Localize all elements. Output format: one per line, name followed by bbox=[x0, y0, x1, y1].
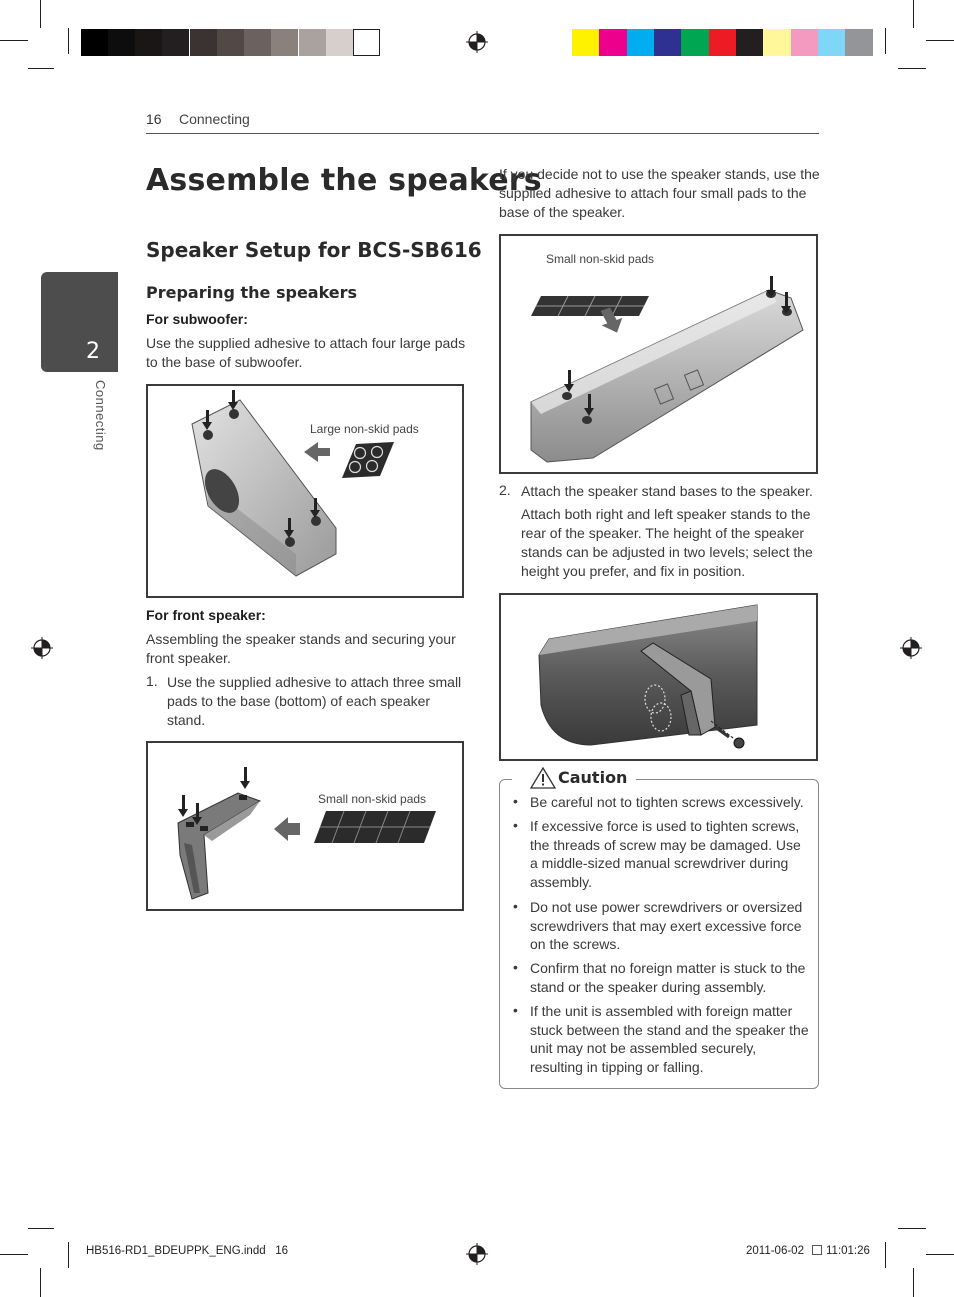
footer-time: 11:01:26 bbox=[826, 1245, 870, 1257]
bullet-icon: • bbox=[513, 817, 518, 833]
process-swatch bbox=[845, 29, 873, 56]
process-swatch bbox=[681, 29, 709, 56]
page-title: Assemble the speakers bbox=[146, 163, 542, 198]
chapter-tab-label-wrap bbox=[90, 380, 110, 470]
gray-swatch bbox=[353, 29, 380, 56]
caution-item: If excessive force is used to tighten screws, the threads of screw may be damaged. Use a middle-sized manual screwdriver during assembly. bbox=[530, 818, 801, 890]
process-swatch bbox=[709, 29, 737, 56]
footer-file: HB516-RD1_BDEUPPK_ENG.indd 16 bbox=[86, 1245, 288, 1257]
warning-icon bbox=[530, 767, 556, 789]
speaker-bottom-illustration bbox=[501, 236, 816, 472]
page-number: 16 bbox=[146, 111, 162, 127]
speaker-pads-figure bbox=[499, 234, 818, 474]
subwoofer-text: Use the supplied adhesive to attach four large pads to the base of subwoofer. bbox=[146, 335, 466, 370]
step-title: Attach the speaker stand bases to the speaker. bbox=[521, 483, 813, 499]
caution-title: Caution bbox=[558, 768, 628, 787]
gray-swatch bbox=[244, 29, 271, 56]
process-swatch bbox=[791, 29, 819, 56]
caution-item: Be careful not to tighten screws excessively. bbox=[530, 794, 804, 810]
bullet-icon: • bbox=[513, 959, 518, 975]
step-text: Attach both right and left speaker stands to the rear of the speaker. The height of the speaker stands can be adjusted in two levels; select the height you prefer, and fix in position. bbox=[521, 506, 813, 579]
bullet-icon: • bbox=[513, 793, 518, 809]
gray-swatch bbox=[190, 29, 217, 56]
caution-item: If the unit is assembled with foreign matter stuck between the stand and the speaker the unit may not be assembled securely, resulting in tipping or falling. bbox=[530, 1003, 809, 1075]
front-speaker-text: Assembling the speaker stands and securing your front speaker. bbox=[146, 631, 456, 666]
gray-swatch bbox=[108, 29, 135, 56]
gray-swatch bbox=[81, 29, 108, 56]
footer-date: 2011-06-02 bbox=[746, 1245, 804, 1257]
stand-attach-figure bbox=[499, 593, 818, 761]
subwoofer-illustration bbox=[148, 386, 462, 596]
bullet-icon: • bbox=[513, 898, 518, 914]
speaker-figure-label: Small non-skid pads bbox=[546, 252, 655, 266]
subwoofer-figure-label: Large non-skid pads bbox=[310, 422, 419, 436]
process-swatch bbox=[818, 29, 846, 56]
caution-item: Confirm that no foreign matter is stuck to the stand or the speaker during assembly. bbox=[530, 960, 806, 995]
running-header-section: Connecting bbox=[179, 111, 250, 127]
step-text: Use the supplied adhesive to attach three small pads to the base (bottom) of each speaker stand. bbox=[167, 674, 462, 728]
gray-swatch bbox=[326, 29, 353, 56]
stand-attach-illustration bbox=[501, 595, 816, 759]
registration-mark-icon bbox=[900, 637, 922, 659]
subsection-heading: Preparing the speakers bbox=[146, 283, 358, 302]
subwoofer-pads-figure bbox=[146, 384, 464, 598]
registration-mark-icon bbox=[466, 1243, 488, 1265]
gray-swatch bbox=[217, 29, 244, 56]
gray-swatch bbox=[271, 29, 298, 56]
gray-swatch bbox=[162, 29, 189, 56]
header-rule bbox=[146, 133, 819, 134]
process-swatch bbox=[627, 29, 655, 56]
chapter-tab-number: 2 bbox=[86, 339, 100, 364]
process-swatch bbox=[763, 29, 791, 56]
stand-figure-label: Small non-skid pads bbox=[318, 792, 427, 806]
process-swatch bbox=[599, 29, 627, 56]
registration-mark-icon bbox=[466, 31, 488, 53]
footer-glyph bbox=[812, 1245, 822, 1255]
chapter-tab bbox=[41, 272, 118, 372]
section-subtitle: Speaker Setup for BCS-SB616 bbox=[146, 238, 482, 262]
caution-item: Do not use power screwdrivers or oversized screwdrivers that may exert excessive force on the screws. bbox=[530, 899, 803, 952]
bullet-icon: • bbox=[513, 1002, 518, 1018]
process-swatch bbox=[654, 29, 682, 56]
stand-illustration bbox=[148, 743, 462, 909]
caution-header bbox=[512, 764, 636, 790]
process-swatch bbox=[736, 29, 764, 56]
gray-swatch bbox=[299, 29, 326, 56]
step-number: 1. bbox=[146, 673, 158, 689]
subwoofer-label: For subwoofer: bbox=[146, 311, 248, 327]
step-number: 2. bbox=[499, 482, 511, 498]
process-swatch bbox=[572, 29, 600, 56]
no-stand-intro: If you decide not to use the speaker stands, use the supplied adhesive to attach four small pads to the base of the speaker. bbox=[499, 166, 820, 220]
registration-mark-icon bbox=[31, 637, 53, 659]
front-speaker-label: For front speaker: bbox=[146, 607, 266, 623]
chapter-tab-label: Connecting bbox=[93, 380, 108, 451]
stand-pads-figure bbox=[146, 741, 464, 911]
gray-swatch bbox=[135, 29, 162, 56]
